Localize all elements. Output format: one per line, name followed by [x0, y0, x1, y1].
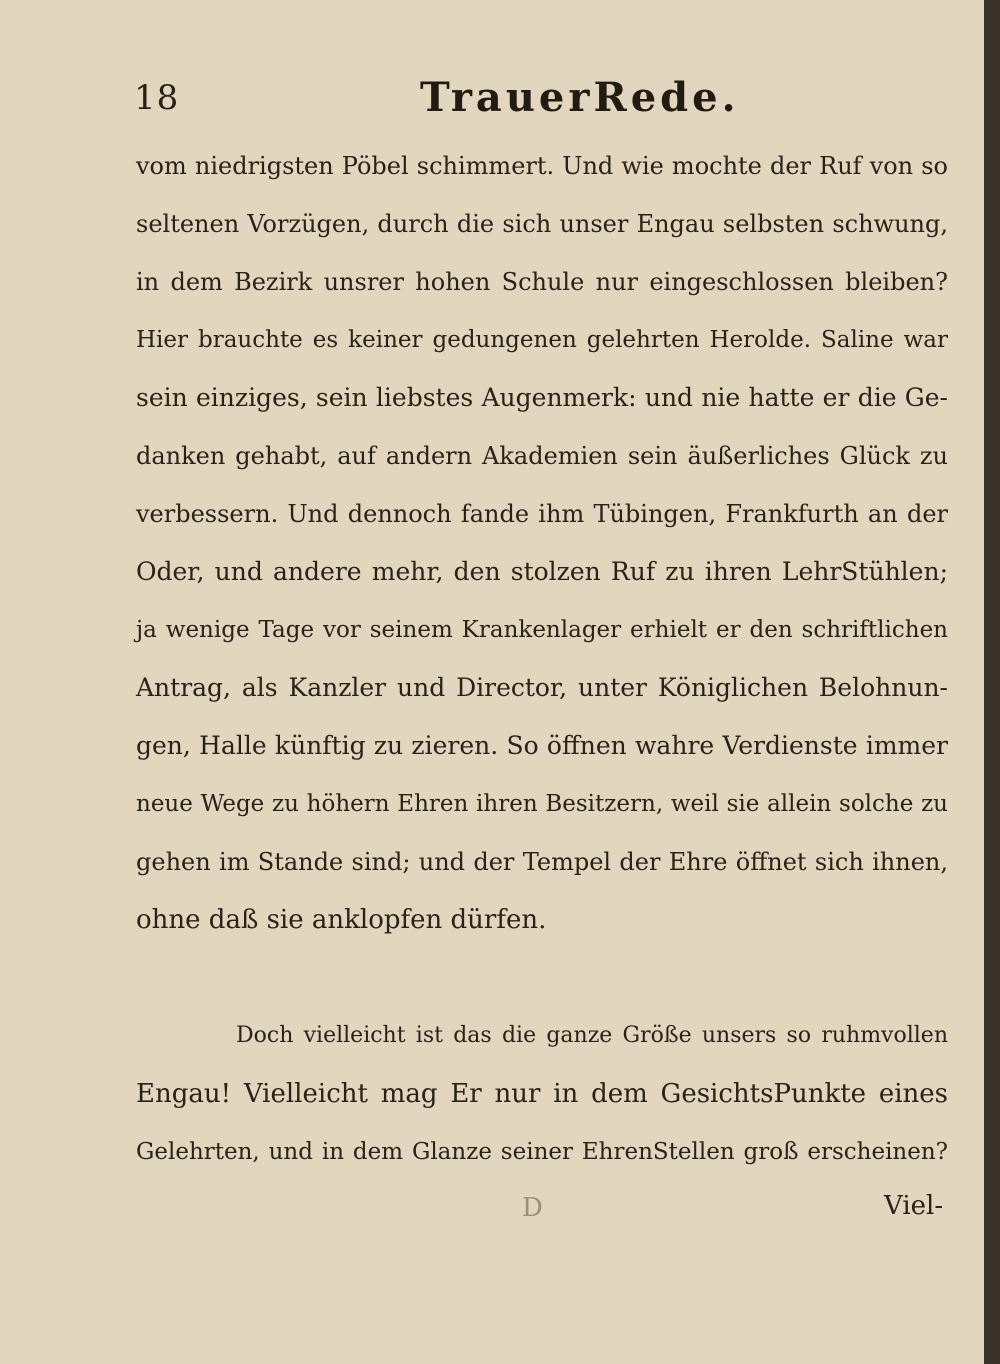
running-title: TrauerRede.: [420, 74, 740, 121]
page-edge-shadow: [984, 0, 1000, 1364]
page-header: [130, 74, 930, 134]
catchword: Viel-: [884, 1191, 944, 1221]
text-line: danken gehabt, auf andern Akademien sein äußerliches Glück zu: [136, 442, 948, 470]
text-line: Doch vielleicht ist das die ganze Größe unsers so ruhmvollen: [236, 1023, 948, 1048]
text-line: in dem Bezirk unsrer hohen Schule nur eingeschlossen bleiben?: [136, 268, 948, 296]
text-line: sein einziges, sein liebstes Augenmerk: und nie hatte er die Ge-: [136, 383, 948, 412]
text-line: gehen im Stande sind; und der Tempel der Ehre öffnet sich ihnen,: [136, 848, 948, 876]
text-line: gen, Halle künftig zu zieren. So öffnen wahre Verdienste immer: [136, 731, 948, 760]
text-line: Hier brauchte es keiner gedungenen gelehrten Herolde. Saline war: [136, 327, 948, 353]
text-line: Antrag, als Kanzler und Director, unter Königlichen Belohnun-: [136, 673, 948, 702]
text-line: vom niedrigsten Pöbel schimmert. Und wie mochte der Ruf von so: [136, 152, 948, 180]
page-number: 18: [134, 78, 180, 118]
text-line: neue Wege zu höhern Ehren ihren Besitzern, weil sie allein solche zu: [136, 791, 948, 817]
text-line: Engau! Vielleicht mag Er nur in dem GesichtsPunkte eines: [136, 1079, 948, 1109]
text-line: Oder, und andere mehr, den stolzen Ruf zu ihren LehrStühlen;: [136, 557, 948, 586]
text-line: verbessern. Und dennoch fande ihm Tübingen, Frankfurth an der: [136, 500, 948, 528]
text-line: ohne daß sie anklopfen dürfen.: [136, 905, 547, 935]
text-line: Gelehrten, und in dem Glanze seiner EhrenStellen groß erscheinen?: [136, 1139, 948, 1165]
signature-mark: D: [522, 1193, 543, 1223]
text-line: ja wenige Tage vor seinem Krankenlager erhielt er den schriftlichen: [136, 617, 948, 643]
text-line: seltenen Vorzügen, durch die sich unser Engau selbsten schwung,: [136, 210, 948, 238]
